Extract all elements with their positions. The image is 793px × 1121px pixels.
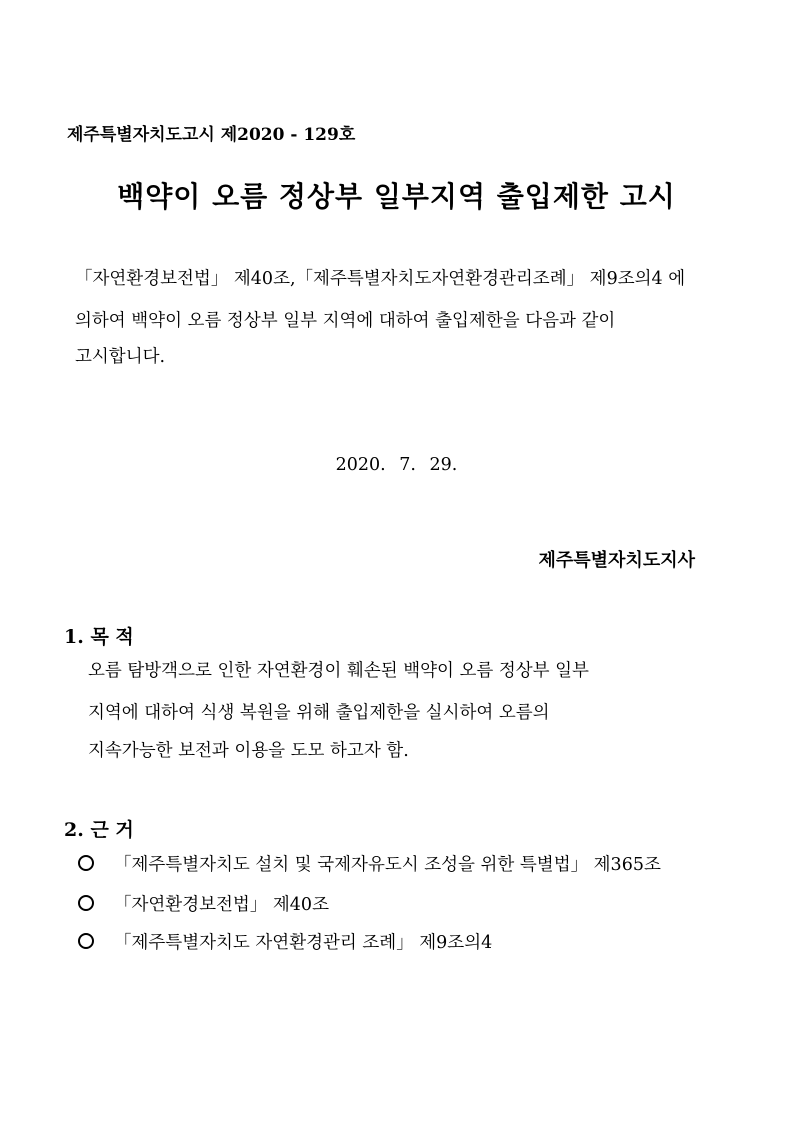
basis-item (78, 851, 661, 876)
purpose-line: 지역에 대하여 식생 복원을 위해 출입제한을 실시하여 오름의 (88, 703, 550, 723)
intro-line: 고시합니다. (75, 347, 166, 367)
circle-bullet-icon (78, 895, 94, 911)
circle-bullet-icon (78, 933, 94, 949)
notice-date: 2020. 7. 29. (335, 455, 458, 475)
basis-item (78, 929, 492, 954)
notice-number: 제주특별자치도고시 제2020 - 129호 (67, 125, 356, 145)
intro-line: 의하여 백약이 오름 정상부 일부 지역에 대하여 출입제한을 다음과 같이 (75, 311, 616, 331)
document-title: 백약이 오름 정상부 일부지역 출입제한 고시 (117, 180, 676, 213)
basis-item-text: 「제주특별자치도 설치 및 국제자유도시 조성을 위한 특별법」 제365조 (114, 855, 661, 875)
purpose-line: 오름 탐방객으로 인한 자연환경이 훼손된 백약이 오름 정상부 일부 (88, 661, 589, 681)
basis-item (78, 891, 329, 916)
section-heading-purpose: 1. 목 적 (64, 626, 134, 648)
section-heading-basis: 2. 근 거 (64, 819, 134, 841)
purpose-line: 지속가능한 보전과 이용을 도모 하고자 함. (88, 741, 409, 761)
basis-item-text: 「제주특별자치도 자연환경관리 조례」 제9조의4 (114, 933, 493, 953)
circle-bullet-icon (78, 855, 94, 871)
issuing-authority: 제주특별자치도지사 (538, 550, 695, 571)
intro-line: 「자연환경보전법」 제40조,「제주특별자치도자연환경관리조례」 제9조의4 에 (75, 269, 686, 289)
basis-item-text: 「자연환경보전법」 제40조 (114, 895, 329, 915)
